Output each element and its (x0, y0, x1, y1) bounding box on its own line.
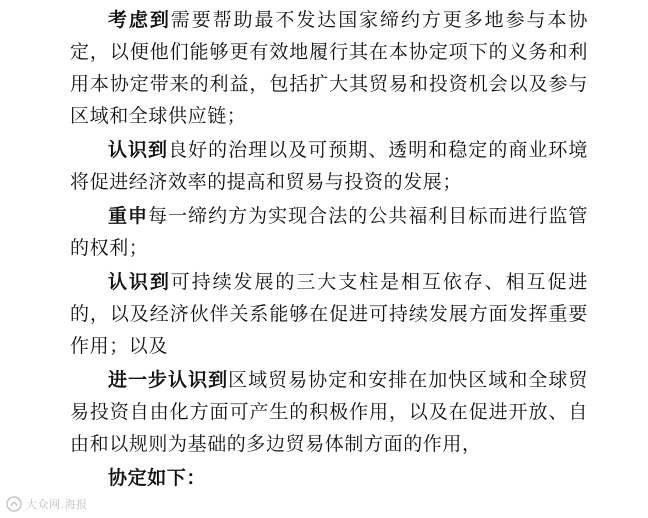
paragraph-text: 可持续发展的三大支柱是相互依存、相互促进的，以及经济伙伴关系能够在促进可持续发展方面发挥重要作用；以及 (70, 271, 588, 357)
preamble-paragraph-5 (70, 364, 588, 460)
paragraph-keyword: 考虑到 (108, 9, 171, 31)
watermark (6, 496, 88, 512)
paragraph-keyword: 重申 (108, 205, 149, 227)
paragraph-text: 良好的治理以及可预期、透明和稳定的商业环境将促进经济效率的提高和贸易与投资的发展； (70, 139, 588, 193)
paragraph-keyword: 认识到 (108, 139, 169, 161)
closing-line: 协定如下： (108, 467, 207, 489)
paragraph-text: 每一缔约方为实现合法的公共福利目标而进行监管的权利； (70, 205, 589, 259)
paragraph-keyword: 认识到 (108, 271, 171, 293)
preamble-paragraph-2 (70, 134, 588, 198)
document-page (70, 4, 588, 494)
brand-logo-icon (6, 496, 22, 512)
paragraph-text: 需要帮助最不发达国家缔约方更多地参与本协定，以便他们能够更有效地履行其在本协定项下的义务和利用本协定带来的利益，包括扩大其贸易和投资机会以及参与区域和全球供应链； (70, 9, 588, 127)
preamble-paragraph-4 (70, 266, 588, 362)
preamble-paragraph-1 (70, 4, 588, 132)
paragraph-keyword: 进一步认识到 (108, 369, 229, 391)
paragraph-text: 区域贸易协定和安排在加快区域和全球贸易投资自由化方面可产生的积极作用，以及在促进开放、自由和以规则为基础的多边贸易体制方面的作用， (70, 369, 588, 455)
preamble-paragraph-3 (70, 200, 588, 264)
watermark-text: 大众网.海报 (26, 498, 88, 511)
